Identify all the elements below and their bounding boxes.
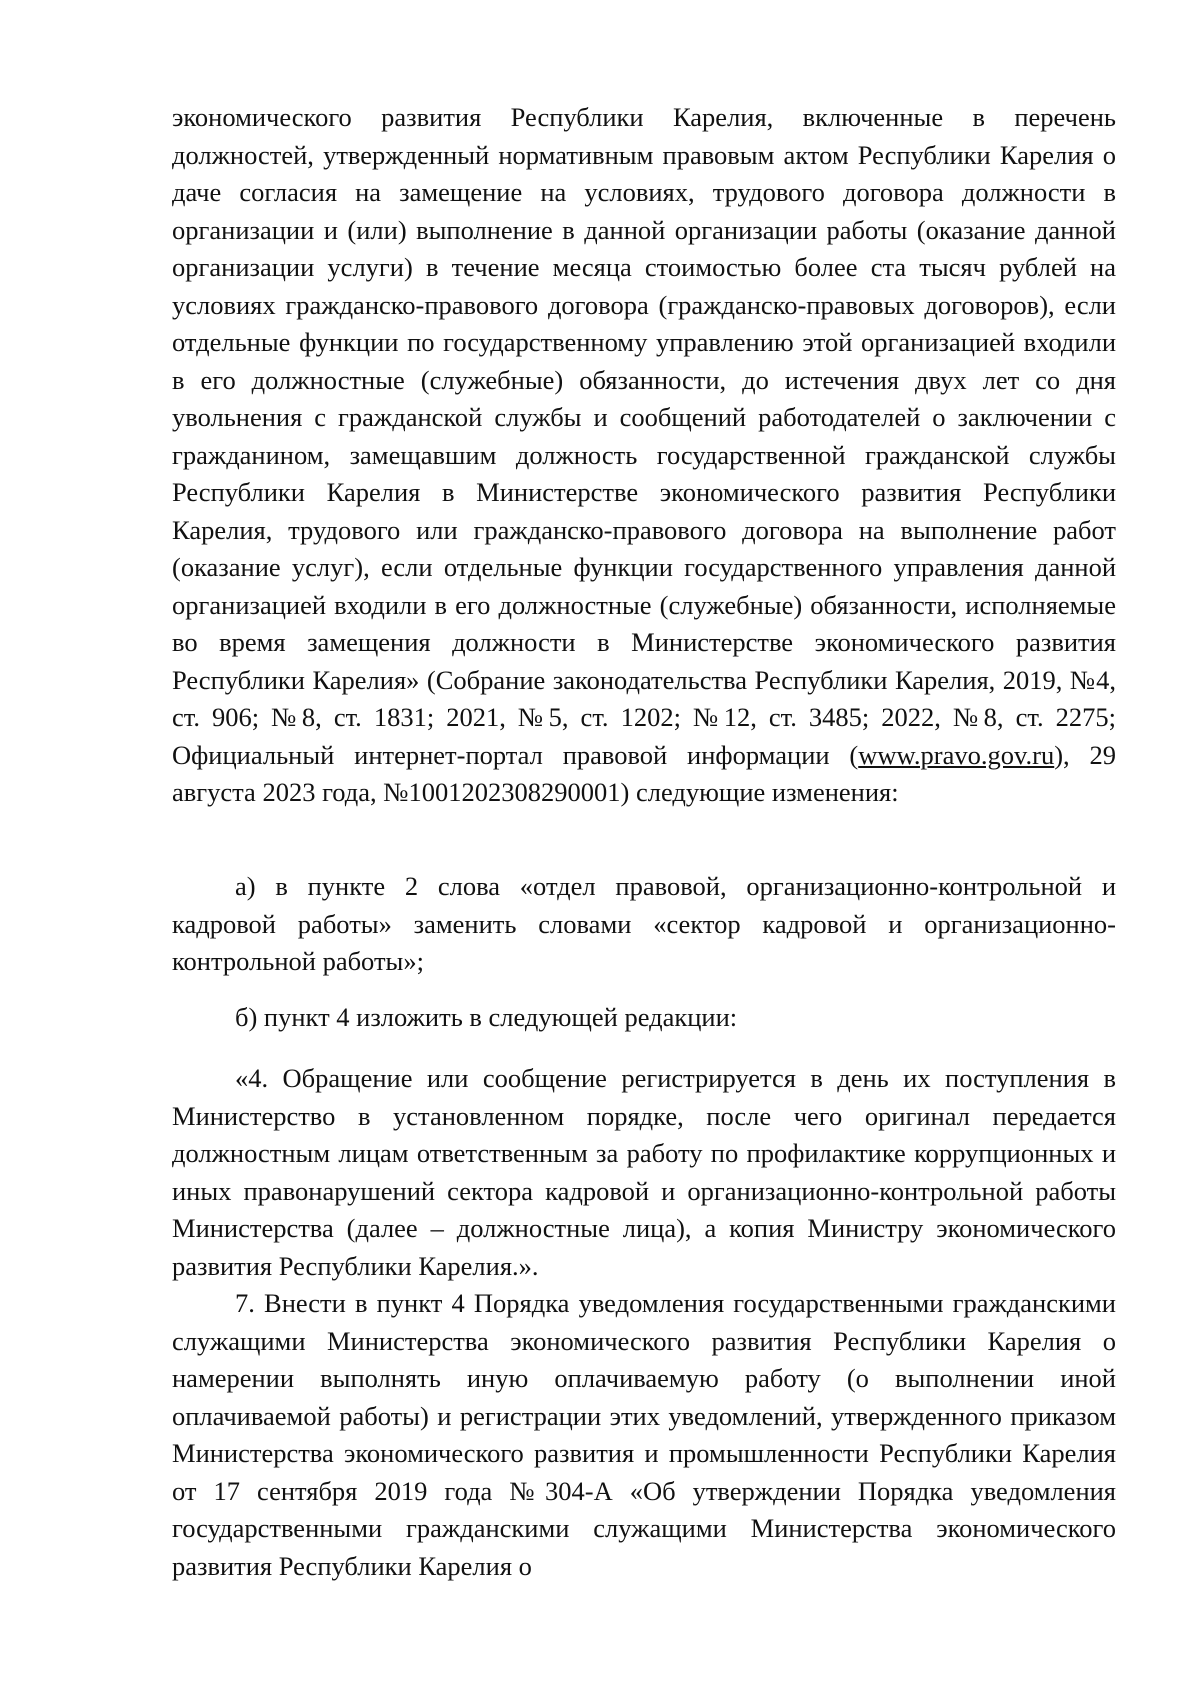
point-7-text: 7. Внести в пункт 4 Порядка уведомления государственными гражданскими служащими Министерства экономического развития Республики Карелия о намерении выполнять иную оплачиваемую работу (о выполнении иной оплачиваемой работы) и регистрации этих уведомлений, утвержденного приказом Министерства экономического развития и промышленности Республики Карелия от 17 сентября 2019 года №304-А «Об утверждении Порядка уведомления государственными гражданскими служащими Министерства экономического развития Республики Карелия о: [172, 1288, 1116, 1581]
item-b-text: б) пункт 4 изложить в следующей редакции:: [235, 1002, 738, 1032]
item-b: [172, 999, 1116, 1037]
quoted-point-4: [172, 1060, 1116, 1285]
pravo-gov-link[interactable]: www.pravo.gov.ru: [858, 739, 1055, 770]
paragraph-continuation-text: [172, 99, 1116, 812]
item-a-text: а) в пункте 2 слова «отдел правовой, организационно-контрольной и кадровой работы» заменить словами «сектор кадровой и организационно-контрольной работы»;: [172, 871, 1116, 976]
paragraph-text-before-link: экономического развития Республики Карелия, включенные в перечень должностей, утвержденный нормативным правовым актом Республики Карелия о даче согласия на замещение на условиях, трудового договора должности в организации и (или) выполнение в данной организации работы (оказание данной организации услуги) в течение месяца стоимостью более ста тысяч рублей на условиях гражданско-правового договора (гражданско-правовых договоров), если отдельные функции по государственному управлению этой организацией входили в его должностные (служебные) обязанности, до истечения двух лет со дня увольнения с гражданской службы и сообщений работодателей о заключении с гражданином, замещавшим должность государственной гражданской службы Республики Карелия в Министерстве экономического развития Республики Карелия, трудового или гражданско-правового договора на выполнение работ (оказание услуг), если отдельные функции государственного управления данной организацией входили в его должностные (служебные) обязанности, исполняемые во время замещения должности в Министерстве экономического развития Республики Карелия» (Собрание законодательства Республики Карелия, 2019, №4, ст. 906; №8, ст. 1831; 2021, №5, ст. 1202; №12, ст. 3485; 2022, №8, ст. 2275; Официальный интернет-портал правовой информации (: [172, 102, 1116, 770]
point-7: [172, 1285, 1116, 1585]
item-a: [172, 868, 1116, 981]
paragraph-continuation: [172, 99, 1116, 812]
paragraph-text-after-link: ), 29 августа 2023 года, №1001202308290001) следующие изменения:: [172, 739, 1116, 807]
quoted-point-4-text: «4. Обращение или сообщение регистрируется в день их поступления в Министерство в установленном порядке, после чего оригинал передается должностным лицам ответственным за работу по профилактике коррупционных и иных правонарушений сектора кадровой и организационно-контрольной работы Министерства (далее – должностные лица), а копия Министру экономического развития Республики Карелия.».: [172, 1063, 1116, 1281]
